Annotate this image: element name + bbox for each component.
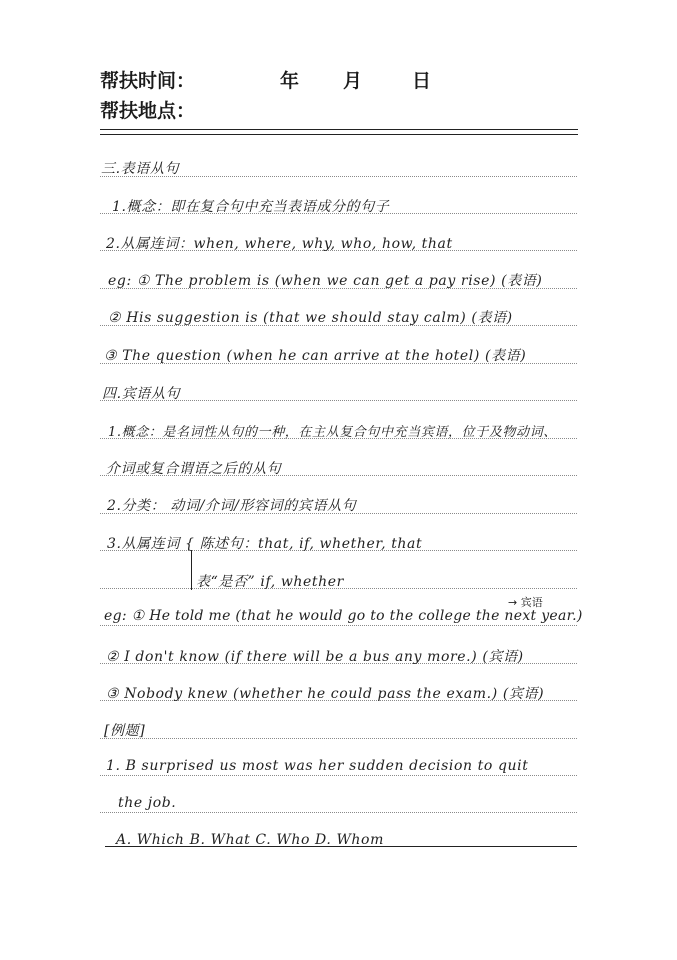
section-3-title: 三.表语从句 <box>101 161 180 177</box>
day-label: 日 <box>412 70 432 92</box>
ruled-line <box>100 775 577 776</box>
section-3-example-3: ③ The question (when he can arrive at the hotel) (表语) <box>104 348 527 364</box>
section-3-concept: 1.概念：即在复合句中充当表语成分的句子 <box>112 199 390 215</box>
help-time-label: 帮扶时间： <box>100 70 196 92</box>
section-4-concept-line-2: 介词或复合谓语之后的从句 <box>106 461 282 477</box>
question-1-line-2: the job. <box>118 795 177 811</box>
ruled-line <box>100 625 577 626</box>
section-3-example-2: ② His suggestion is (that we should stay calm) (表语) <box>108 310 513 326</box>
question-1-line-1: 1. B surprised us most was her sudden decision to quit <box>106 758 529 774</box>
year-label: 年 <box>280 70 300 92</box>
section-4-example-3: ③ Nobody knew (whether he could pass the exam.) (宾语) <box>106 686 545 702</box>
section-4-connectives-line-1: 3.从属连词 { 陈述句：that, if, whether, that <box>107 536 423 552</box>
section-4-types: 2.分类： 动词/介词/形容词的宾语从句 <box>107 498 357 514</box>
month-label: 月 <box>343 70 363 92</box>
section-3-connectives: 2.从属连词：when, where, why, who, how, that <box>106 236 453 252</box>
section-3-example-1: eg: ① The problem is (when we can get a pay rise) (表语) <box>108 273 543 289</box>
section-4-example-1: eg: ① He told me (that he would go to the college the next year.) <box>104 608 583 624</box>
object-annotation: → 宾语 <box>508 596 543 609</box>
ruled-line <box>100 738 577 739</box>
ruled-line <box>100 812 577 813</box>
section-4-example-2: ② I don't know (if there will be a bus any more.) (宾语) <box>106 649 524 665</box>
example-title: [例题] <box>104 723 146 739</box>
brace-bracket <box>191 550 192 590</box>
help-place-label: 帮扶地点： <box>100 100 196 122</box>
section-4-connectives-line-2: 表“是否” if, whether <box>196 574 344 590</box>
section-4-title: 四.宾语从句 <box>102 386 181 402</box>
section-4-concept-line-1: 1.概念：是名词性从句的一种，在主从复合句中充当宾语，位于及物动词、 <box>108 425 557 440</box>
header-separator-top <box>100 129 578 130</box>
header-separator-bottom <box>100 134 578 135</box>
question-1-options: A. Which B. What C. Who D. Whom <box>116 832 384 848</box>
